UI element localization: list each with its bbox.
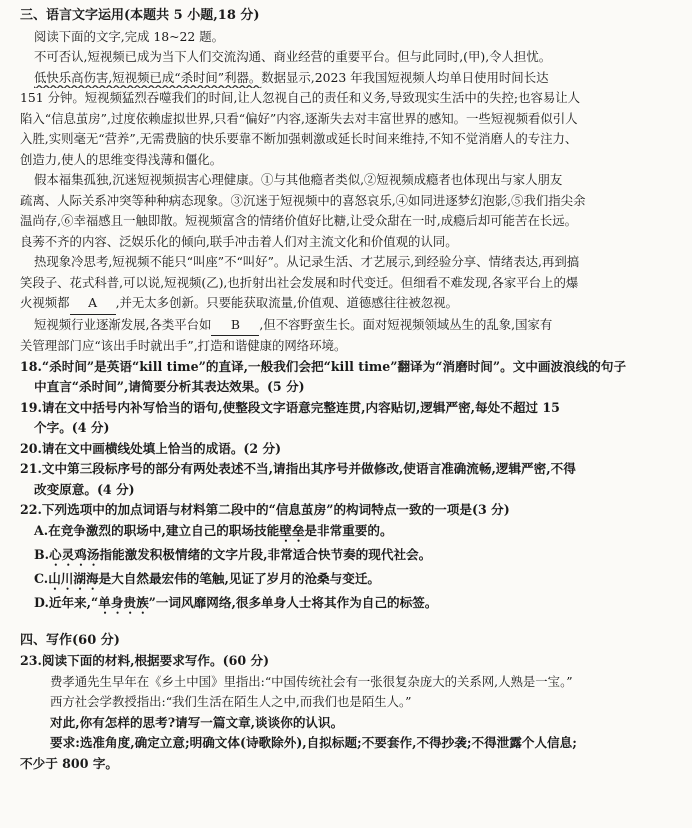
- passage-paragraph-2-line-5: 创造力,使人的思维变得浅薄和僵化。: [20, 151, 223, 167]
- question-20: 20.请在文中画横线处填上恰当的成语。(2 分): [20, 440, 282, 456]
- dotted-term-d: 单身贵族: [98, 594, 149, 610]
- question-23: 23.阅读下面的材料,根据要求写作。(60 分): [20, 653, 270, 668]
- question-18-line-1: 18.“杀时间”是英语“kill time”的直译,一般我们会把“kill time”翻译为“消磨时间”。文中画波浪线的句子: [20, 358, 627, 374]
- passage-paragraph-3-line-2: 疏离、人际关系冲突等种种病态现象。③沉迷于短视频中的喜怒哀乐,④如同进逐梦幻泡影,⑤我们指尖余: [20, 192, 586, 208]
- dotted-term-c: 山川湖海: [48, 570, 99, 586]
- passage-paragraph-4-line-3: 火视频都 A ,并无太多创新。只要能获取流量,价值观、道德感往往被忽视。: [20, 293, 678, 315]
- passage-paragraph-4-line-1: 热现象冷思考,短视频不能只“叫座”不“叫好”。从记录生活、才艺展示,到经验分享、情绪表达,再到搞: [34, 254, 580, 269]
- passage-paragraph-2-line-4: 入胜,实则毫无“营养”,无需费脑的快乐要靠不断加强刺激或延长时间来维持,不知不觉消磨人的专注力、: [20, 131, 578, 146]
- question-21-line-2: 改变原意。(4 分): [34, 481, 135, 497]
- passage-paragraph-3-line-1: 假本福集孤独,沉迷短视频损害心理健康。①与其他瘾者类似,②短视频成瘾者也体现出与家人朋友: [34, 172, 563, 187]
- section-gap: [20, 617, 678, 631]
- passage-paragraph-2-line-2: 151 分钟。短视频猛烈吞噬我们的时间,让人忽视自己的责任和义务,导致现实生活中的失控;也容易让人: [20, 90, 581, 105]
- question-18-line-2: 中直言“杀时间”,请简要分析其表达效果。(5 分): [34, 379, 305, 394]
- material-quote-2: 西方社会学教授指出:“我们生活在陌生人之中,而我们也是陌生人。”: [50, 694, 412, 709]
- writing-prompt: 对此,你有怎样的思考?请写一篇文章,谈谈你的认识。: [50, 714, 344, 730]
- passage-paragraph-5-line-1: 短视频行业逐渐发展,各类平台如 B ,但不容野蛮生长。面对短视频领域丛生的乱象,国家有: [20, 315, 678, 337]
- blank-b: B: [211, 315, 259, 337]
- section-4-title: 四、写作(60 分): [20, 632, 120, 648]
- wavy-underlined-sentence: 低快乐高伤害,短视频已成“杀时间”利器。: [34, 69, 262, 85]
- question-22: 22.下列选项中的加点词语与材料第二段中的“信息茧房”的构词特点一致的一项是(3 分): [20, 502, 510, 517]
- option-c: C.山川湖海是大自然最宏伟的笔触,见证了岁月的沧桑与变迁。: [34, 570, 381, 586]
- word-count-requirement: 不少于 800 字。: [20, 755, 119, 771]
- reading-instruction: 阅读下面的文字,完成 18~22 题。: [34, 28, 225, 44]
- question-21-line-1: 21.文中第三段标序号的部分有两处表述不当,请指出其序号并做修改,使语言准确流畅,逻辑严密,不得: [20, 461, 576, 476]
- dotted-term-a: 壁垒: [279, 522, 305, 538]
- dotted-term-b: 心灵鸡汤: [49, 546, 100, 562]
- passage-paragraph-3-line-4: 良莠不齐的内容、泛娱乐化的倾向,联手冲击着人们对主流文化和价值观的认同。: [20, 233, 458, 249]
- material-quote-1: 费孝通先生早年在《乡土中国》里指出:“中国传统社会有一张很复杂庞大的关系网,人熟是一宝。”: [50, 673, 573, 689]
- blank-a: A: [70, 293, 116, 315]
- writing-requirements: 要求:选准角度,确定立意;明确文体(诗歌除外),自拟标题;不要套作,不得抄袭;不得泄露个人信息;: [50, 735, 577, 750]
- section-3-title: 三、语言文字运用(本题共 5 小题,18 分): [20, 8, 260, 23]
- passage-paragraph-1: 不可否认,短视频已成为当下人们交流沟通、商业经营的重要平台。但与此同时,(甲),令人担忧。: [34, 49, 552, 64]
- passage-paragraph-5-line-2: 关管理部门应“该出手时就出手”,打造和谐健康的网络环境。: [20, 338, 347, 353]
- option-a: A.在竞争激烈的职场中,建立自己的职场技能壁垒是非常重要的。: [34, 522, 393, 538]
- passage-paragraph-2-line-1: 低快乐高伤害,短视频已成“杀时间”利器。数据显示,2023 年我国短视频人均单日使用时间长达: [34, 69, 549, 85]
- option-d: D.近年来,“单身贵族”一词风靡网络,很多单身人士将其作为自己的标签。: [34, 594, 438, 610]
- option-b: B.心灵鸡汤指能激发积极情绪的文字片段,非常适合快节奏的现代社会。: [34, 546, 432, 562]
- passage-paragraph-2-line-3: 陷入“信息茧房”,过度依赖虚拟世界,只看“偏好”内容,逐渐失去对丰富世界的感知。一些短视频看似引人: [20, 110, 578, 126]
- question-19-line-2: 个字。(4 分): [34, 420, 110, 435]
- passage-paragraph-3-line-3: 温尚存,⑥幸福感且一触即散。短视频富含的情绪价值好比糖,让受众甜在一时,成瘾后却可能苦在长远。: [20, 213, 578, 228]
- passage-paragraph-4-line-2: 笑段子、花式科普,可以说,短视频(乙),也折射出社会发展和时代变迁。但细看不难发现,各家平台上的爆: [20, 274, 579, 290]
- question-19-line-1: 19.请在文中括号内补写恰当的语句,使整段文字语意完整连贯,内容贴切,逻辑严密,每处不超过 15: [20, 399, 560, 415]
